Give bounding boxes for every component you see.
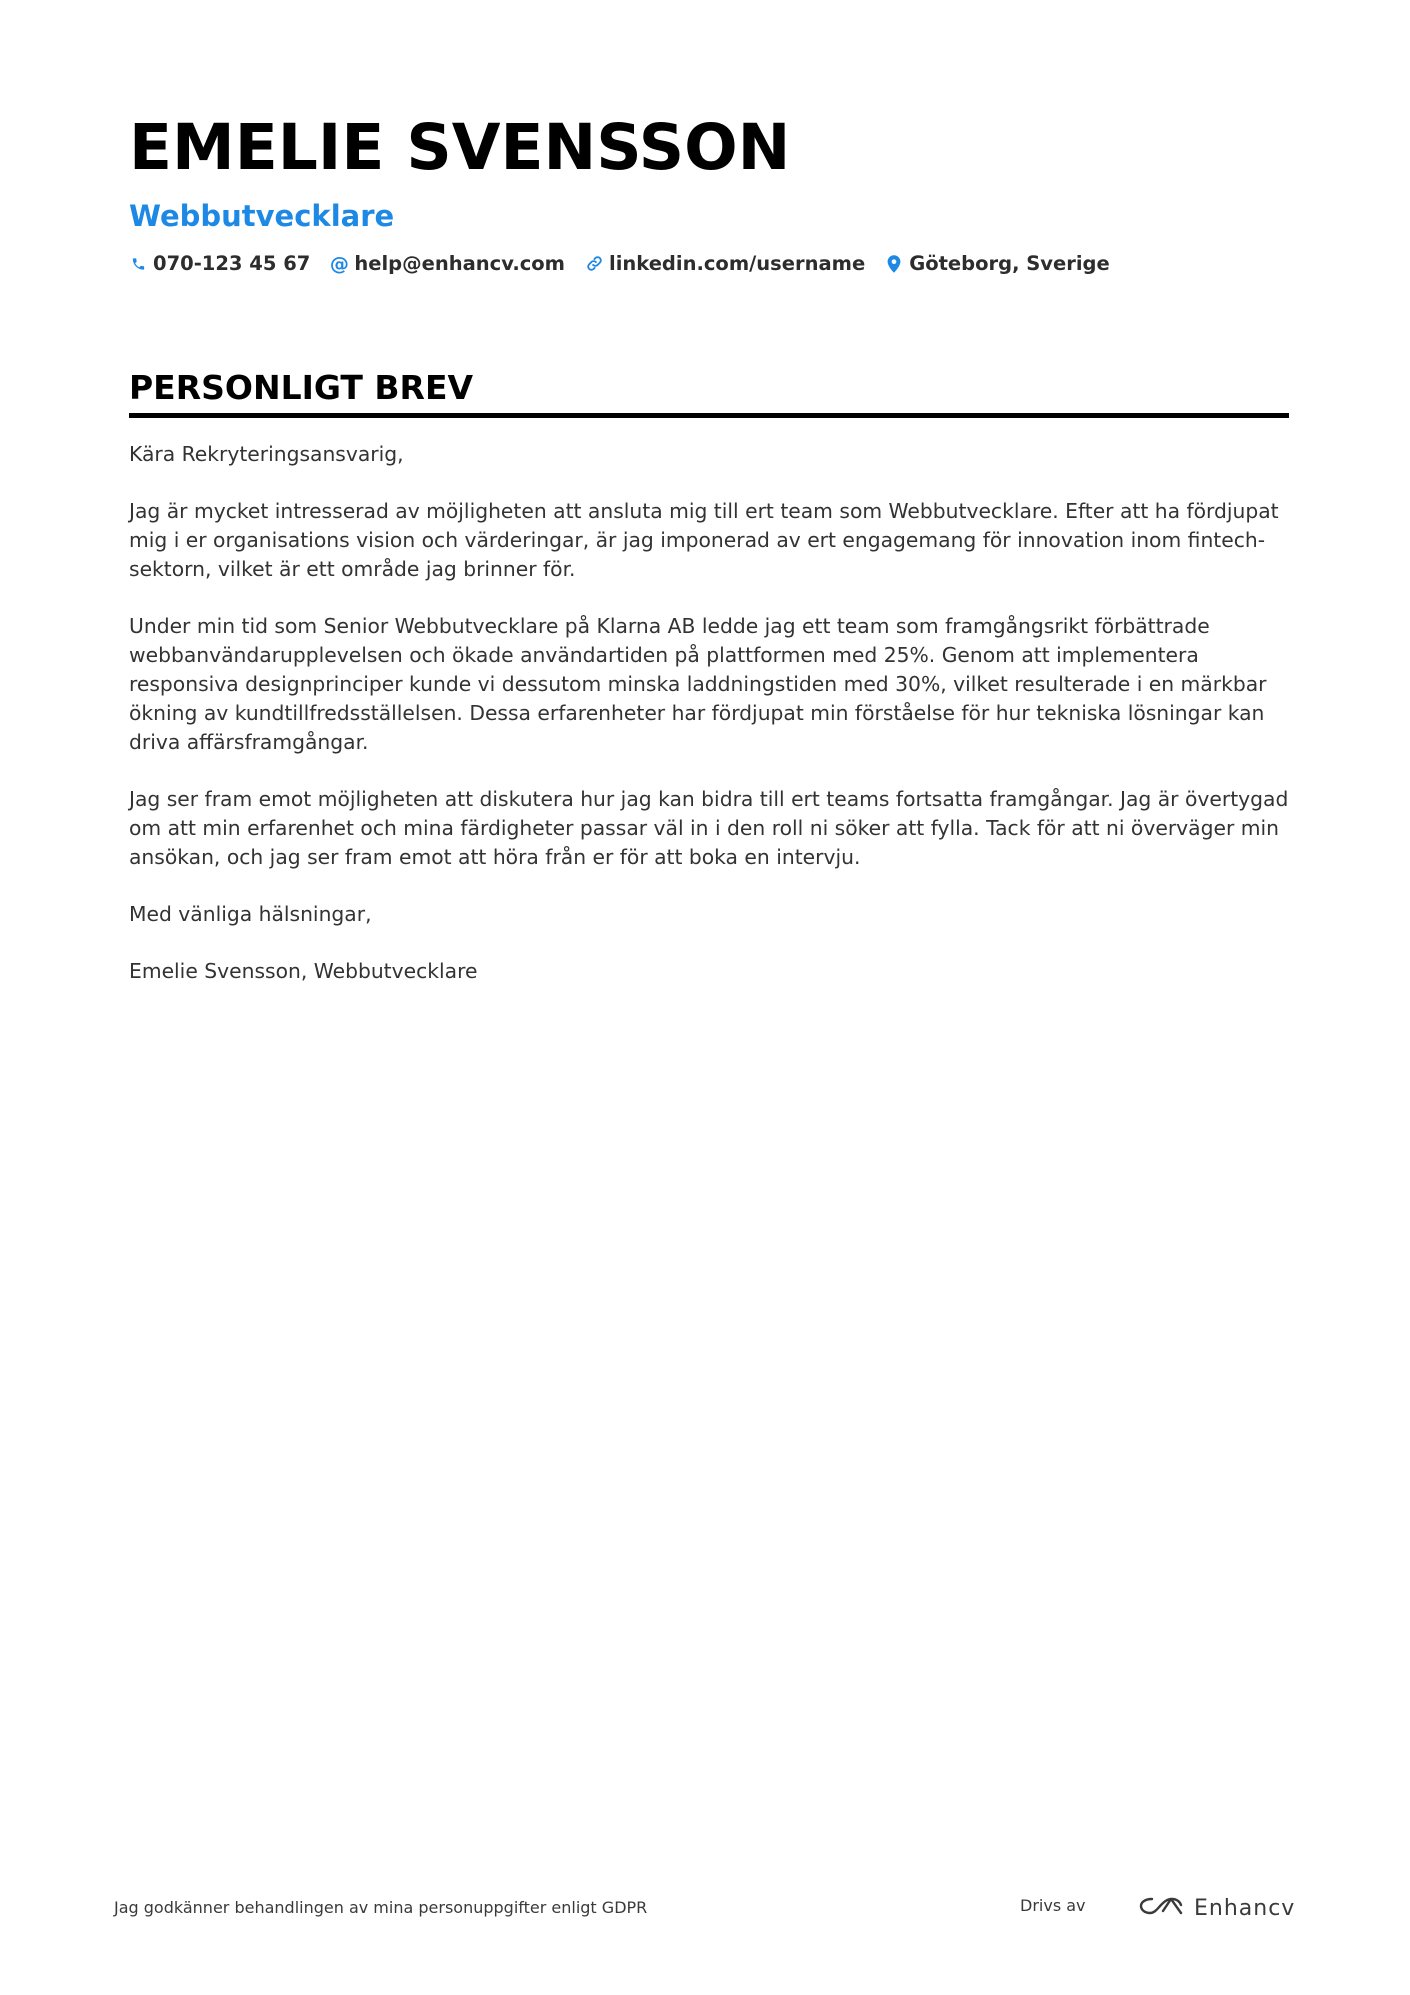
section-divider	[129, 413, 1289, 418]
applicant-name: EMELIE SVENSSON	[129, 111, 791, 184]
location-text: Göteborg, Sverige	[909, 252, 1110, 275]
letter-closing: Med vänliga hälsningar,	[129, 902, 372, 926]
at-icon: @	[329, 252, 349, 275]
section-title: PERSONLIGT BREV	[129, 368, 474, 407]
linkedin-url[interactable]: linkedin.com/username	[609, 252, 866, 275]
contact-email	[330, 252, 565, 275]
email-address[interactable]: help@enhancv.com	[354, 252, 566, 275]
footer	[114, 1890, 1296, 1930]
contact-linkedin	[585, 252, 865, 275]
contact-location	[885, 252, 1110, 275]
contact-list	[129, 252, 1130, 275]
brand-name: Enhancv	[1194, 1895, 1296, 1921]
letter-paragraph: Under min tid som Senior Webbutvecklare på Klarna AB ledde jag ett team som framgångsrikt förbättrade webbanvändarupplevelsen och ökade användartiden på plattformen med 25%. Genom att implementera responsiva designprinciper kunde vi dessutom minska laddningstiden med 30%, vilket resulterade i en märkbar ökning av kundtillfredsställelsen. Dessa erfarenheter har fördjupat min förståelse för hur tekniska lösningar kan driva affärsframgångar.	[129, 614, 1267, 754]
letter-paragraph: Jag är mycket intresserad av möjligheten att ansluta mig till ert team som Webbutvecklare. Efter att ha fördjupat mig i er organisations vision och värderingar, är jag imponerad av ert engagemang för innovation inom fintech-sektorn, vilket är ett område jag brinner för.	[129, 499, 1279, 581]
contact-phone	[129, 252, 310, 275]
phone-number: 070-123 45 67	[153, 252, 311, 275]
letter-paragraph: Jag ser fram emot möjligheten att diskutera hur jag kan bidra till ert teams fortsatta framgångar. Jag är övertygad om att min erfarenhet och mina färdigheter passar väl in i den roll ni söker att fylla. Tack för att ni överväger min ansökan, och jag ser fram emot att höra från er för att boka en intervju.	[129, 787, 1289, 869]
enhancv-brand[interactable]	[1138, 1890, 1295, 1926]
letter-section	[129, 366, 1289, 1014]
powered-by-label: Drivs av	[1020, 1896, 1086, 1915]
enhancv-logo-icon	[1138, 1894, 1184, 1922]
header	[129, 108, 1289, 275]
gdpr-consent-text: Jag godkänner behandlingen av mina personuppgifter enligt GDPR	[114, 1898, 648, 1917]
letter-body	[129, 440, 1289, 986]
phone-icon	[129, 254, 147, 274]
location-pin-icon	[885, 254, 903, 274]
job-title: Webbutvecklare	[129, 199, 395, 233]
letter-greeting: Kära Rekryteringsansvarig,	[129, 442, 404, 466]
link-icon	[585, 254, 603, 274]
letter-signature: Emelie Svensson, Webbutvecklare	[129, 959, 478, 983]
